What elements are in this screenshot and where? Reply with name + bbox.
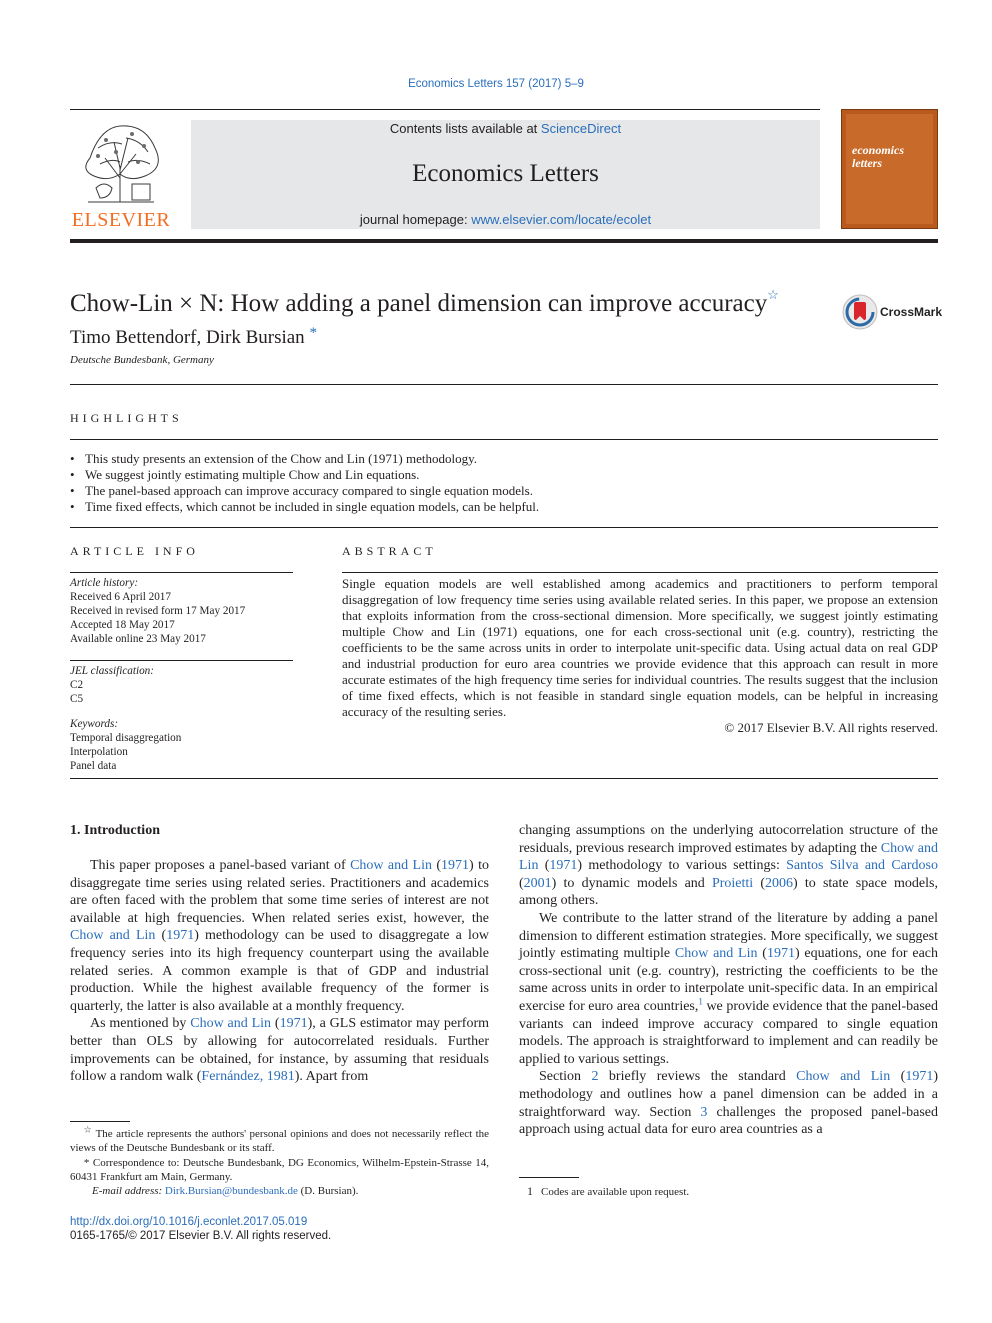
affiliation: Deutsche Bundesbank, Germany: [70, 354, 214, 366]
footnote-email: [92, 1184, 489, 1198]
doi-link[interactable]: http://dx.doi.org/10.1016/j.econlet.2017.05.019: [70, 1216, 308, 1228]
citation-year-link[interactable]: 1971: [279, 1016, 308, 1032]
keyword: Panel data: [70, 760, 117, 772]
footnote-corr-text: Correspondence to: Deutsche Bundesbank, DG Economics, Wilhelm-Epstein-Strasse 14, 60431 Frankfurt am Main, Germany.: [70, 1157, 490, 1183]
section-rule: [70, 778, 938, 779]
keywords-label: Keywords:: [70, 718, 119, 730]
journal-cover-image: [841, 109, 938, 229]
highlight-item: [70, 451, 938, 467]
contents-line: [191, 121, 820, 136]
text: ) equations, one for each cross-sectional unit (e.g. country), restricting the coefficients to be the same across units in order to interpolate unit-specific data. In an empirical exercise for euro area countries,: [519, 946, 939, 1014]
citation-year-link[interactable]: 1971: [166, 928, 195, 944]
issn-copyright: 0165-1765/© 2017 Elsevier B.V. All rights reserved.: [70, 1230, 332, 1242]
history-accepted: Accepted 18 May 2017: [70, 619, 175, 631]
article-history: [70, 576, 293, 646]
citation-link[interactable]: Fernández, 1981: [201, 1069, 295, 1085]
paragraph: [70, 857, 489, 1015]
text: changing assumptions on the underlying autocorrelation structure of the residuals, previous research improved estimates by adapting the: [519, 823, 938, 856]
text: briefly reviews the standard: [598, 1069, 797, 1085]
journal-citation[interactable]: Economics Letters 157 (2017) 5–9: [408, 78, 584, 90]
footnote-star-mark: ☆: [83, 1124, 93, 1135]
keywords: [70, 717, 293, 773]
footnote-disclaimer: [70, 1124, 490, 1155]
highlight-text: Time fixed effects, which cannot be included in single equation models, can be helpful.: [85, 499, 540, 514]
abstract-copyright: © 2017 Elsevier B.V. All rights reserved.: [724, 720, 938, 735]
email-suffix: (D. Bursian).: [297, 1185, 359, 1197]
text: (: [155, 928, 167, 944]
citation-year-link[interactable]: 1971: [766, 946, 795, 962]
section-rule: [70, 384, 938, 385]
text: challenges the proposed panel-based approach using actual data for euro area countries as a: [519, 1104, 938, 1138]
section-link[interactable]: 3: [700, 1104, 708, 1120]
text: ). Apart from: [294, 1069, 369, 1085]
text: (: [538, 858, 550, 874]
crossmark-badge[interactable]: [842, 294, 943, 330]
email-link[interactable]: Dirk.Bursian@bundesbank.de: [164, 1185, 298, 1197]
footnote-rule: [70, 1121, 130, 1122]
citation-link[interactable]: Chow and Lin: [674, 946, 758, 962]
text: (: [519, 875, 524, 891]
text: (: [271, 1016, 280, 1032]
highlight-item: [70, 467, 938, 483]
text: (: [753, 875, 766, 891]
cover-word-2: letters: [852, 156, 882, 170]
abstract-text: Single equation models are well established among academics and practitioners to perform temporal disaggregation of low frequency time series using available related series. In this paper, we propose an extension that exploits information from the cross-sectional dimension. More specifically, we suggest jointly estimating multiple Chow and Lin (1971) equations, one for each cross-sectional unit (e.g. country), restricting the coefficients to be the same across units in order to interpolate unit-specific data. Using actual data on real GDP and industrial production for euro area countries we provide evidence that this approach can result in more accurate estimates of the high frequency time series for individual countries. The results suggest that the inclusion of time fixed effects, which is not feasible in standard single equation models, can be helpful in increasing accuracy of the resulting series.: [342, 576, 938, 719]
history-received: Received 6 April 2017: [70, 591, 171, 603]
text: (: [431, 858, 442, 873]
text: As mentioned by: [90, 1016, 191, 1032]
section-rule: [70, 439, 938, 440]
keyword: Temporal disaggregation: [70, 732, 182, 744]
email-label: E-mail address:: [92, 1185, 163, 1197]
citation-link[interactable]: Chow and Lin: [796, 1069, 891, 1085]
citation-year-link[interactable]: 2001: [523, 875, 552, 891]
text: ) methodology can be used to disaggregate a low frequency series into its high frequency counterpart using the available related series. A common example is that of GDP and industrial production. While the highest available frequency of the former is quarterly, the latter is also available at a monthly frequency.: [70, 928, 490, 1014]
text: ) to dynamic models and: [551, 875, 712, 891]
paper-title-text: Chow-Lin × N: How adding a panel dimension can improve accuracy: [70, 290, 768, 317]
homepage-line: [191, 212, 820, 227]
footnote-ref-1[interactable]: 1: [698, 996, 703, 1007]
history-label: Article history:: [70, 577, 139, 589]
header-rule: [70, 109, 820, 110]
bullet-icon: •: [70, 451, 75, 466]
paragraph: [519, 910, 938, 1068]
citation-link[interactable]: Chow and Lin: [190, 1016, 272, 1032]
section-rule: [70, 527, 938, 528]
section-link[interactable]: 2: [591, 1069, 599, 1085]
footnote-correspondence: [70, 1156, 489, 1184]
crossmark-label: CrossMark: [880, 305, 943, 319]
homepage-prefix: journal homepage:: [359, 212, 472, 227]
footnote-star-text: The article represents the authors' personal opinions and does not necessarily reflect the views of the Deutsche Bundesbank or its staff.: [70, 1128, 490, 1154]
highlights-list: [70, 451, 938, 515]
citation-year-link[interactable]: 2006: [765, 875, 794, 891]
jel-code: C2: [70, 679, 84, 691]
author-list: [70, 325, 317, 349]
contents-prefix: Contents lists available at: [389, 121, 541, 136]
keyword: Interpolation: [70, 746, 128, 758]
footnote-1-mark: 1: [527, 1184, 533, 1198]
abstract-rule: [342, 572, 938, 573]
text: (: [890, 1069, 906, 1085]
footnote-1: [527, 1184, 938, 1199]
footnote-rule: [519, 1177, 579, 1178]
citation-link[interactable]: Chow and Lin: [70, 928, 156, 944]
highlight-item: [70, 483, 938, 499]
journal-homepage-link[interactable]: www.elsevier.com/locate/ecolet: [471, 212, 652, 227]
footnote-corr-mark: *: [83, 1157, 90, 1169]
author-names: Timo Bettendorf, Dirk Bursian: [70, 327, 305, 348]
citation-link[interactable]: Proietti: [711, 875, 754, 891]
title-footnote-mark[interactable]: ☆: [767, 287, 779, 302]
text: (: [757, 946, 767, 962]
bullet-icon: •: [70, 483, 75, 498]
history-online: Available online 23 May 2017: [70, 633, 206, 645]
paragraph: [519, 822, 938, 910]
paper-title: [70, 287, 779, 318]
info-rule: [70, 660, 293, 661]
text: Section: [539, 1069, 592, 1085]
body-column-left: [70, 857, 489, 1086]
section-heading-introduction: 1. Introduction: [70, 823, 160, 838]
text: ) methodology and outlines how a panel dimension can be added in a straightforward way. Section: [519, 1069, 938, 1120]
text: We contribute to the latter strand of the literature by adding a panel dimension to different estimation strategies. More specifically, we suggest jointly estimating multiple: [519, 910, 938, 962]
jel-label: JEL classification:: [70, 665, 155, 677]
article-info-heading: ARTICLE INFO: [70, 544, 199, 558]
elsevier-wordmark: ELSEVIER: [71, 209, 171, 231]
citation-link[interactable]: Chow and Lin: [519, 840, 939, 874]
corresponding-author-mark[interactable]: *: [309, 325, 317, 341]
footnote-1-text: Codes are available upon request.: [541, 1186, 690, 1198]
paragraph: [70, 1015, 489, 1085]
text: ), a GLS estimator may perform better than OLS by allowing for autocorrelated residuals. Further improvements can be obtained, for instance, by assuming that residuals follow a random walk (: [70, 1016, 489, 1085]
journal-cover-text: [852, 144, 904, 170]
cover-word-1: economics: [852, 143, 904, 157]
highlights-heading: HIGHLIGHTS: [70, 411, 183, 425]
citation-link[interactable]: Chow and Lin: [350, 858, 432, 873]
highlight-text: We suggest jointly estimating multiple Chow and Lin equations.: [85, 467, 420, 482]
highlight-text: The panel-based approach can improve accuracy compared to single equation models.: [85, 483, 533, 498]
bullet-icon: •: [70, 467, 75, 482]
paragraph: [519, 1068, 938, 1138]
jel-classification: [70, 664, 293, 706]
journal-title: Economics Letters: [412, 160, 599, 187]
crossmark-icon: [842, 294, 878, 330]
citation-link[interactable]: Santos Silva and Cardoso: [786, 858, 938, 874]
citation-year-link[interactable]: 1971: [905, 1069, 934, 1085]
abstract-heading: ABSTRACT: [342, 544, 437, 558]
bullet-icon: •: [70, 499, 75, 514]
citation-year-link[interactable]: 1971: [549, 858, 578, 874]
info-rule: [70, 572, 293, 573]
sciencedirect-link[interactable]: ScienceDirect: [540, 121, 622, 136]
citation-year-link[interactable]: 1971: [441, 858, 470, 873]
body-column-right: [519, 822, 938, 1139]
journal-cover-inner: [846, 114, 933, 224]
text: ) methodology to various settings:: [577, 858, 787, 874]
highlight-item: [70, 499, 938, 515]
text: ) to state space models, among others.: [519, 875, 938, 909]
jel-code: C5: [70, 693, 84, 705]
text: ) to disaggregate time series using related series. Practitioners and academics are often faced with the problem that some time series of interest are not available at high frequencies. When related series exist, however, the: [70, 858, 489, 926]
text: we provide evidence that the panel-based variants can indeed improve accuracy compared to single equation models. The approach is straightforward to implement and can readily be applied to various settings.: [519, 998, 938, 1067]
header-thick-rule: [70, 239, 938, 243]
highlight-text: This study presents an extension of the Chow and Lin (1971) methodology.: [85, 451, 477, 466]
history-revised: Received in revised form 17 May 2017: [70, 605, 246, 617]
text: This paper proposes a panel-based variant of: [90, 858, 351, 873]
